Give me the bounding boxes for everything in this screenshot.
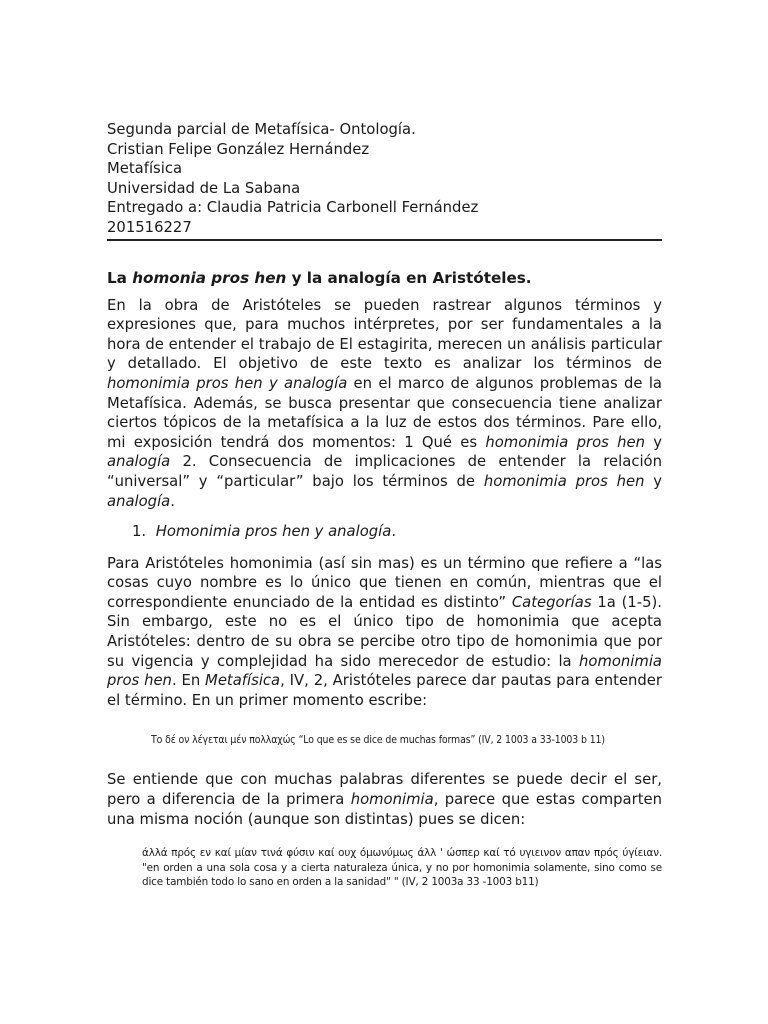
p1-text-5: y bbox=[644, 472, 662, 490]
title-italic: homonia pros hen bbox=[132, 268, 287, 287]
p1-text-6: . bbox=[170, 492, 175, 510]
p1-italic-1: homonimia pros hen y analogía bbox=[107, 374, 348, 392]
p2-italic-1: Categorías bbox=[511, 593, 592, 611]
p1-text-2: en el marco de algunos problemas de la Metafísica. Además, se busca presentar que consecuencia tiene analizar ciertos tópicos de la metafísica a la luz de estos dos términos. Pare ello, mi exposición tendrá dos momentos: 1 Qué es bbox=[107, 374, 662, 451]
p2-text-4: , IV, 2, Aristóteles parece dar pautas para entender el término. En un primer momento escribe: bbox=[107, 672, 662, 709]
p1-italic-3: analogía bbox=[107, 453, 171, 471]
section-heading-1 bbox=[107, 522, 662, 542]
header-student-id: 201516227 bbox=[107, 218, 192, 236]
section-number: 1. bbox=[132, 523, 147, 541]
document-title bbox=[107, 268, 662, 288]
header-recipient: Entregado a: Claudia Patricia Carbonell Fernández bbox=[107, 199, 479, 217]
title-pre: La bbox=[107, 268, 133, 287]
header-divider bbox=[107, 239, 662, 241]
section-title-tail: . bbox=[391, 523, 397, 541]
header-subject: Metafísica bbox=[107, 160, 183, 178]
p2-italic-2: homonimia pros hen bbox=[107, 652, 662, 690]
header-course: Segunda parcial de Metafísica- Ontología. bbox=[107, 121, 416, 138]
p1-text-1: En la obra de Aristóteles se pueden rastrear algunos términos y expresiones que, para muchos intérpretes, por ser fundamentales a la hora de entender el trabajo de El estagirita, merecen un análisis particular y detallado. El objetivo de este texto es analizar los términos de bbox=[107, 296, 662, 373]
p3-italic-1: homonimia bbox=[350, 791, 434, 809]
p2-text-3: . En bbox=[171, 672, 206, 690]
header-author: Cristian Felipe González Hernández bbox=[107, 140, 370, 158]
paragraph-ser bbox=[107, 770, 662, 829]
p1-text-4: 2. Consecuencia de implicaciones de entender la relación “universal” y “particular” bajo los términos de bbox=[107, 453, 662, 490]
p2-italic-3: Metafísica bbox=[205, 672, 281, 690]
quote-greek-2: άλλά πρός εν καί μίαν τινά φύσιν καί ουχ όμωνύμως άλλ ' ώσπερ καί τό υγιεινον απαν πρός ύγίειαν. "en orden a una sola cosa y a cierta naturaleza única, y no por homonimia solamente, sino como se dice también todo lo sano en orden a la sanidad" " (IV, 2 1003a 33 -1003 b11) bbox=[142, 847, 662, 889]
paragraph-homonimia bbox=[107, 554, 662, 711]
p2-text-1: Para Aristóteles homonimia (así sin mas) es un término que refiere a “las cosas cuyo nombre es lo único que tienen en común, mientras que el correspondiente enunciado de la entidad es distinto” bbox=[107, 554, 662, 611]
quote-greek-1: Το δέ ον λέγεται μέν πολλαχώς “Lo que es se dice de muchas formas” (IV, 2 1003 a 33-1003 b 11) bbox=[151, 734, 605, 747]
p3-text-1: Se entiende que con muchas palabras diferentes se puede decir el ser, pero a diferencia de la primera bbox=[107, 771, 662, 809]
p1-text-3: y bbox=[644, 433, 662, 451]
header-university: Universidad de La Sabana bbox=[107, 179, 301, 197]
title-post: y la analogía en Aristóteles. bbox=[286, 268, 532, 287]
p3-text-2: , parece que estas comparten una misma noción (aunque son distintas) pues se dicen: bbox=[107, 791, 662, 828]
p1-italic-5: analogía bbox=[107, 492, 171, 510]
paragraph-intro bbox=[107, 296, 662, 512]
p1-italic-2: homonimia pros hen bbox=[485, 433, 645, 451]
p1-italic-4: homonimia pros hen bbox=[483, 472, 645, 490]
p2-text-2: 1a (1-5). Sin embargo, este no es el único tipo de homonimia que acepta Aristóteles: dentro de su obra se percibe otro tipo de homonimia que por su vigencia y complejidad ha sido merecedor de estudio: la bbox=[107, 593, 662, 670]
section-title: Homonimia pros hen y analogía bbox=[155, 523, 392, 541]
document-header bbox=[107, 120, 662, 238]
